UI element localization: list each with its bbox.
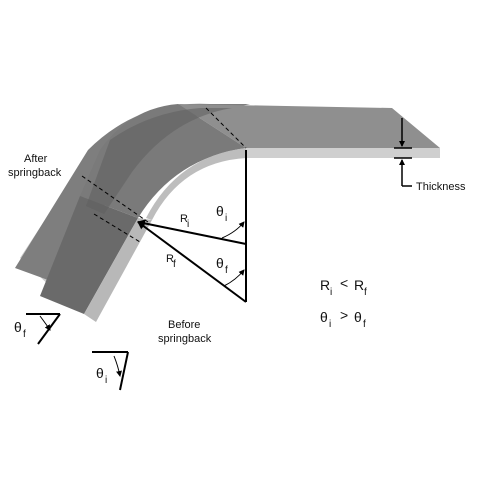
angle-relation — [320, 307, 366, 330]
radius-initial-symbol: R — [180, 213, 188, 225]
radius-relation — [320, 275, 367, 298]
angle-arcs — [222, 222, 244, 286]
relation-t-op: > — [340, 307, 349, 323]
before-springback-label-2: springback — [158, 333, 212, 345]
theta-f-symbol: θ — [216, 255, 224, 271]
before-springback-strip — [40, 104, 440, 322]
theta-f-callout — [26, 314, 60, 344]
theta-i-subscript: i — [225, 213, 228, 224]
theta-i-callout-symbol: θ — [96, 365, 104, 381]
after-springback-label-2: springback — [8, 167, 62, 179]
before-springback-label-1: Before — [168, 319, 201, 331]
theta-i-callout-subscript: i — [105, 375, 108, 386]
relation-r-rhs-sub: f — [364, 287, 367, 298]
radius-initial-subscript: i — [187, 219, 190, 230]
theta-i-arc — [222, 222, 244, 238]
relation-t-rhs-sub: f — [363, 319, 366, 330]
relation-r-rhs: R — [354, 277, 365, 293]
after-springback-label-1: After — [24, 153, 48, 165]
theta-f-callout-symbol: θ — [14, 319, 22, 335]
theta-i-callout-arc — [114, 356, 120, 376]
theta-f-subscript: f — [225, 265, 228, 276]
relation-t-rhs: θ — [354, 309, 362, 325]
flat-front-edge — [246, 148, 440, 158]
relation-t-lhs: θ — [320, 309, 328, 325]
radius-final-subscript: f — [173, 259, 176, 270]
theta-f-callout-subscript: f — [23, 329, 26, 340]
relation-r-lhs: R — [320, 277, 331, 293]
relation-r-op: < — [340, 275, 349, 291]
thickness-label: Thickness — [416, 181, 466, 193]
relation-r-lhs-sub: i — [330, 287, 333, 298]
theta-f-callout-arc — [40, 316, 50, 330]
theta-i-slant — [120, 352, 128, 390]
relation-t-lhs-sub: i — [329, 319, 332, 330]
theta-i-symbol: θ — [216, 203, 224, 219]
radius-final-symbol: R — [166, 253, 174, 265]
